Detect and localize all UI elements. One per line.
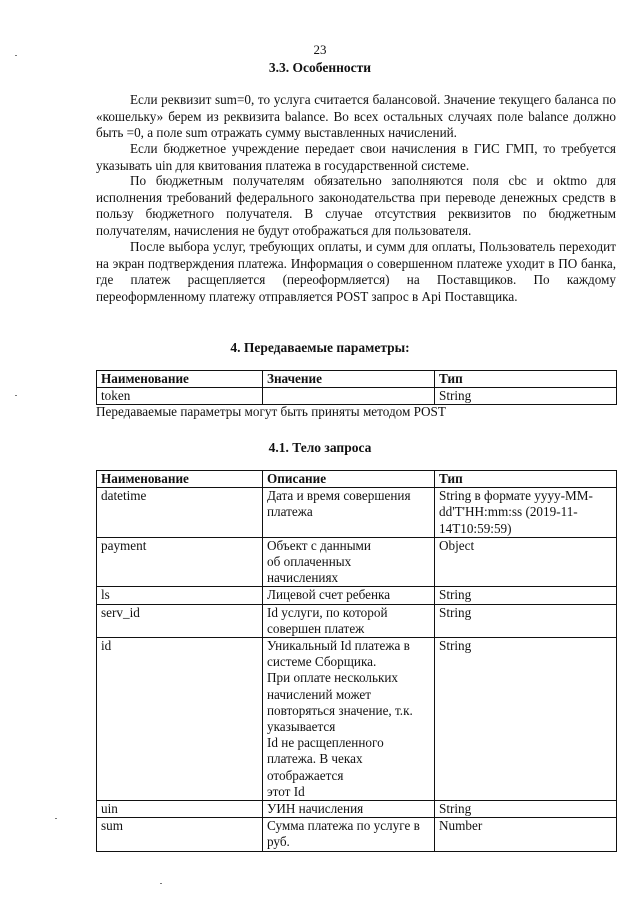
column-header-name: Наименование bbox=[97, 371, 263, 388]
scan-speck bbox=[160, 883, 162, 884]
cell-value bbox=[263, 388, 435, 405]
cell-type: String bbox=[435, 388, 617, 405]
cell-type: String в формате yyyy-MM-dd'T'HH:mm:ss (2019-11-14T10:59:59) bbox=[435, 488, 617, 538]
cell-description: Уникальный Id платежа в системе Сборщика. При оплате нескольких начислений может повторяться значение, т.к. указывается Id не расщепленного платежа. В чеках отображается этот Id bbox=[263, 638, 435, 801]
paragraph-payment-flow: После выбора услуг, требующих оплаты, и сумм для оплаты, Пользователь переходит на экран подтверждения платежа. Информация о совершенном платеже уходит в ПО банка, где платеж расщепляется (переоформляется) на Поставщиков. По каждому переоформленному платежу отправляется POST запрос в Api Поставщика. bbox=[96, 239, 616, 304]
scan-speck bbox=[15, 55, 17, 56]
table-row bbox=[97, 587, 617, 604]
cell-name: serv_id bbox=[97, 604, 263, 637]
cell-name: payment bbox=[97, 537, 263, 587]
cell-description: Дата и время совершения платежа bbox=[263, 488, 435, 538]
column-header-type: Тип bbox=[435, 371, 617, 388]
column-header-description: Описание bbox=[263, 471, 435, 488]
column-header-name: Наименование bbox=[97, 471, 263, 488]
cell-description: Id услуги, по которой совершен платеж bbox=[263, 604, 435, 637]
scan-speck bbox=[15, 395, 17, 396]
cell-type: String bbox=[435, 604, 617, 637]
section-4-title: 4. Передаваемые параметры: bbox=[230, 340, 410, 355]
table-header-row bbox=[97, 371, 617, 388]
cell-type: Number bbox=[435, 818, 617, 851]
table-row bbox=[97, 388, 617, 405]
cell-description: Сумма платежа по услуге в руб. bbox=[263, 818, 435, 851]
column-header-value: Значение bbox=[263, 371, 435, 388]
paragraph-balance: Если реквизит sum=0, то услуга считается балансовой. Значение текущего баланса по «кошельку» берем из реквизита balance. Во всех остальных случаях поле balance должно быть =0, а поле sum отражать сумму выставленных начислений. bbox=[96, 92, 616, 141]
table-row bbox=[97, 488, 617, 538]
cell-description: Лицевой счет ребенка bbox=[263, 587, 435, 604]
cell-name: datetime bbox=[97, 488, 263, 538]
cell-type: String bbox=[435, 587, 617, 604]
cell-type: Object bbox=[435, 537, 617, 587]
post-method-note: Передаваемые параметры могут быть приняты методом POST bbox=[96, 404, 446, 419]
cell-name: id bbox=[97, 638, 263, 801]
parameters-table bbox=[96, 370, 617, 405]
cell-type: String bbox=[435, 638, 617, 801]
section-3-3-title: 3.3. Особенности bbox=[268, 60, 372, 75]
cell-name: sum bbox=[97, 818, 263, 851]
table-row bbox=[97, 818, 617, 851]
request-body-table bbox=[96, 470, 617, 852]
cell-type: String bbox=[435, 801, 617, 818]
cell-name: uin bbox=[97, 801, 263, 818]
cell-name: token bbox=[97, 388, 263, 405]
section-4-1-title: 4.1. Тело запроса bbox=[268, 440, 372, 455]
cell-description: УИН начисления bbox=[263, 801, 435, 818]
scan-speck bbox=[55, 818, 57, 819]
paragraph-gis-gmp: Если бюджетное учреждение передает свои начисления в ГИС ГМП, то требуется указывать uin для квитования платежа в государственной системе. bbox=[96, 141, 616, 173]
table-header-row bbox=[97, 471, 617, 488]
table-row bbox=[97, 604, 617, 637]
table-row bbox=[97, 801, 617, 818]
cell-description: Объект с данными об оплаченных начислениях bbox=[263, 537, 435, 587]
paragraph-budget-recipients: По бюджетным получателям обязательно заполняются поля cbc и oktmo для исполнения требований федерального законодательства при переводе денежных средств в пользу бюджетного получателя. В случае отсутствия реквизитов по бюджетным получателям, начисления не будут отображаться для пользователя. bbox=[96, 173, 616, 238]
column-header-type: Тип bbox=[435, 471, 617, 488]
cell-name: ls bbox=[97, 587, 263, 604]
table-row bbox=[97, 537, 617, 587]
page-number: 23 bbox=[313, 42, 327, 57]
table-row bbox=[97, 638, 617, 801]
